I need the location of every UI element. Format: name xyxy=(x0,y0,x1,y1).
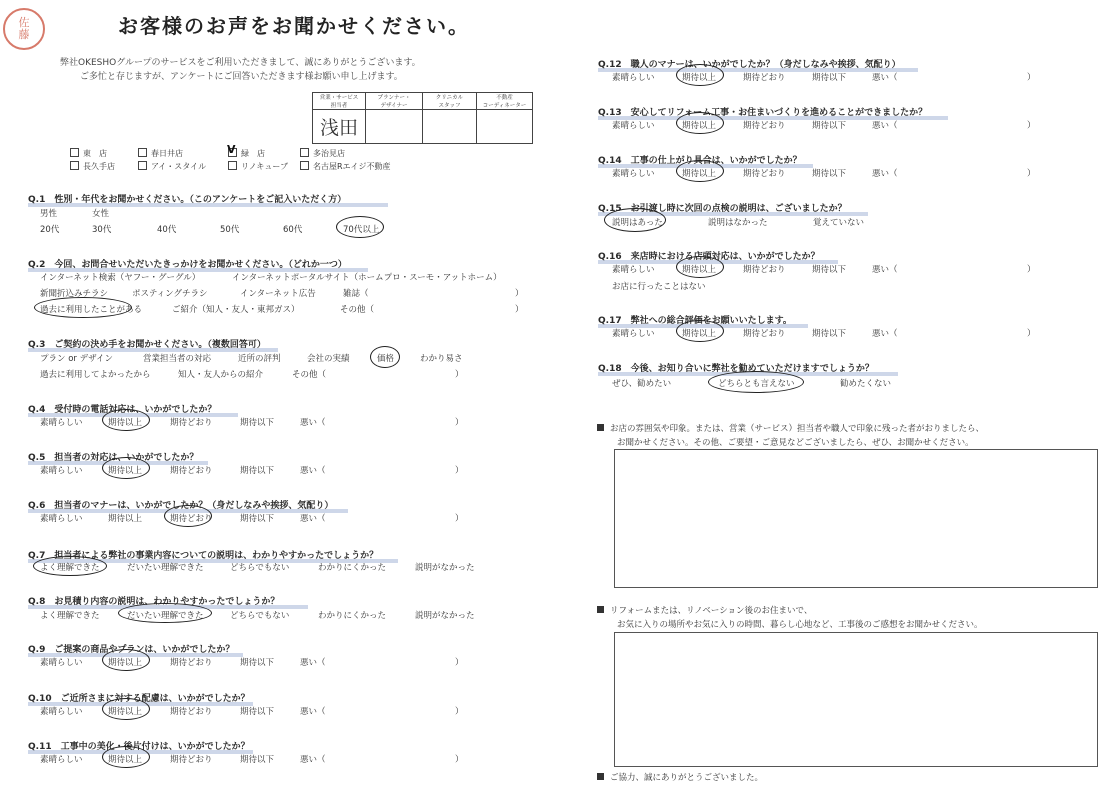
q4-opt-3[interactable]: 期待どおり xyxy=(170,418,213,428)
q2-opt-past-use[interactable]: 過去に利用したことがある xyxy=(40,305,143,315)
q5-opt-1[interactable]: 素晴らしい xyxy=(40,466,83,476)
q10-title: Q.10 ご近所さまに対する配慮は、いかがでしたか？ xyxy=(28,694,250,704)
answer-circle xyxy=(164,505,212,527)
q15-title: Q.15 お引渡し時に次回の点検の説明は、ございましたか？ xyxy=(598,204,847,214)
name-stamp xyxy=(3,8,45,50)
q5-title: Q.5 担当者の対応は、いかがでしたか？ xyxy=(28,453,199,463)
store-label: リノキューブ xyxy=(241,162,288,171)
q14-opt-5[interactable]: 悪い（ xyxy=(872,169,898,179)
q4-opt-1[interactable]: 素晴らしい xyxy=(40,418,83,428)
staff-table xyxy=(312,92,533,144)
store-option[interactable] xyxy=(70,161,115,172)
q3-opt-past-good[interactable]: 過去に利用してよかったから xyxy=(40,370,151,380)
q1 xyxy=(28,187,346,206)
q11-opt-3[interactable]: 期待どおり xyxy=(170,755,213,765)
q6-opt-4[interactable]: 期待以下 xyxy=(240,514,275,524)
q8-title: Q.8 お見積り内容の説明は、わかりやすかったでしょうか？ xyxy=(28,597,280,607)
square-bullet-icon xyxy=(597,773,604,780)
q16-opt-2[interactable]: 期待以上 xyxy=(682,265,717,275)
staff-realestate-name[interactable] xyxy=(477,110,533,144)
q1-title: Q.1 性別・年代をお聞かせください。（このアンケートをご記入いただく方） xyxy=(28,195,347,205)
answer-circle xyxy=(33,556,107,576)
store-option[interactable] xyxy=(138,148,183,159)
q10-opt-3[interactable]: 期待どおり xyxy=(170,707,213,717)
answer-circle xyxy=(676,112,724,134)
q2-opt-portal[interactable]: インターネットポータルサイト（ホームプロ・スーモ・アットホーム） xyxy=(232,273,502,283)
q10-opt-5[interactable]: 悪い（ xyxy=(300,707,326,717)
q5-opt-6: ） xyxy=(455,466,464,476)
q9-opt-3[interactable]: 期待どおり xyxy=(170,658,213,668)
q13-opt-2[interactable]: 期待以上 xyxy=(682,121,717,131)
answer-circle xyxy=(102,746,150,768)
q4-opt-6: ） xyxy=(455,418,464,428)
q4-opt-4[interactable]: 期待以下 xyxy=(240,418,275,428)
q14-opt-4[interactable]: 期待以下 xyxy=(812,169,847,179)
q13 xyxy=(598,100,927,119)
q4-title: Q.4 受付時の電話対応は、いかがでしたか？ xyxy=(28,405,217,415)
q17-opt-2[interactable]: 期待以上 xyxy=(682,329,717,339)
q17-opt-5[interactable]: 悪い（ xyxy=(872,329,898,339)
q12 xyxy=(598,52,901,71)
q3-title: Q.3 ご契約の決め手をお聞かせください。（複数回答可） xyxy=(28,340,266,350)
q14-opt-2[interactable]: 期待以上 xyxy=(682,169,717,179)
q17-opt-6: ） xyxy=(1027,329,1036,339)
answer-circle xyxy=(336,216,384,238)
q3-opt-price[interactable]: 価格 xyxy=(377,354,395,364)
store-label: 多治見店 xyxy=(313,149,345,158)
q13-opt-6: ） xyxy=(1027,121,1036,131)
q9-opt-5[interactable]: 悪い（ xyxy=(300,658,326,668)
q16-title: Q.16 来店時における店頭対応は、いかがでしたか？ xyxy=(598,252,820,262)
q6-opt-3[interactable]: 期待どおり xyxy=(170,514,213,524)
q7-opt-3[interactable]: どちらでもない xyxy=(230,563,290,573)
q10-opt-2[interactable]: 期待以上 xyxy=(108,707,143,717)
q7-opt-4[interactable]: わかりにくかった xyxy=(318,563,387,573)
q8-opt-5[interactable]: 説明がなかった xyxy=(415,611,475,621)
square-bullet-icon xyxy=(597,424,604,431)
q6-title: Q.6 担当者のマナーは、いかがでしたか？（身だしなみや挨拶、気配り） xyxy=(28,501,334,511)
store-check-mark: V xyxy=(227,143,236,156)
staff-header-planner: プランナー・ デザイナー xyxy=(366,93,423,110)
q1-age-60[interactable]: 60代 xyxy=(283,225,303,235)
q2-close-paren: ） xyxy=(515,289,524,299)
answer-circle xyxy=(102,649,150,671)
q11-opt-5[interactable]: 悪い（ xyxy=(300,755,326,765)
thanks-text: ご協力、誠にありがとうございました。 xyxy=(610,773,764,783)
q1-age-70plus[interactable]: 70代以上 xyxy=(343,225,380,235)
answer-circle xyxy=(102,698,150,720)
store-label: 緑 店 xyxy=(241,149,265,158)
intro-line-1: 弊社OKESHOグループのサービスをご利用いただきまして、誠にありがとうございます。 xyxy=(60,58,421,68)
comment1-line-2: お聞かせください。その他、ご要望・ご意見などございましたら、ぜひ、お聞かせください。 xyxy=(617,438,974,448)
q1-age-40[interactable]: 40代 xyxy=(157,225,177,235)
store-label: アイ・スタイル xyxy=(151,162,207,171)
staff-header-sales: 営業・サービス 担当者 xyxy=(313,93,366,110)
store-option[interactable] xyxy=(70,148,107,159)
q12-opt-5[interactable]: 悪い（ xyxy=(872,73,898,83)
q13-title: Q.13 安心してリフォーム工事・お住まいづくりを進めることができましたか？ xyxy=(598,108,928,118)
q11-opt-6: ） xyxy=(455,755,464,765)
store-option[interactable] xyxy=(300,148,345,159)
q10-opt-4[interactable]: 期待以下 xyxy=(240,707,275,717)
store-label: 東 店 xyxy=(83,149,107,158)
q12-opt-6: ） xyxy=(1027,73,1036,83)
q8-opt-1[interactable]: よく理解できた xyxy=(40,611,100,621)
comment2-line-1 xyxy=(597,604,812,616)
q9-opt-6: ） xyxy=(455,658,464,668)
store-label: 長久手店 xyxy=(83,162,115,171)
q2-opt-other[interactable]: その他（ xyxy=(340,305,375,315)
answer-circle xyxy=(370,346,400,368)
q16-opt-6: ） xyxy=(1027,265,1036,275)
q2 xyxy=(28,252,347,271)
checkbox[interactable] xyxy=(138,148,147,157)
answer-circle xyxy=(102,409,150,431)
store-option[interactable] xyxy=(228,161,288,172)
q7-opt-2[interactable]: だいたい理解できた xyxy=(127,563,204,573)
q12-opt-2[interactable]: 期待以上 xyxy=(682,73,717,83)
q6-opt-5[interactable]: 悪い（ xyxy=(300,514,326,524)
q18-title: Q.18 今後、お知り合いに弊社を勧めていただけますでしょうか？ xyxy=(598,364,874,374)
comment2-box[interactable] xyxy=(614,632,1098,767)
checkbox[interactable] xyxy=(70,161,79,170)
answer-circle xyxy=(604,208,666,232)
q13-opt-3[interactable]: 期待どおり xyxy=(743,121,786,131)
q17-title: Q.17 弊社への総合評価をお願いいたします。 xyxy=(598,316,792,326)
q1-gender-male[interactable]: 男性 xyxy=(40,209,58,219)
intro-line-2: ご多忙と存じますが、アンケートにご回答いただきます様お願い申し上げます。 xyxy=(80,72,403,82)
checkbox[interactable] xyxy=(70,148,79,157)
store-option[interactable] xyxy=(138,161,206,172)
staff-planner-name[interactable] xyxy=(366,110,423,144)
q11-title: Q.11 工事中の美化・後片付けは、いかがでしたか？ xyxy=(28,742,250,752)
answer-circle xyxy=(676,64,724,86)
page-title: お客様のお声をお聞かせください。 xyxy=(118,14,470,38)
q14-opt-6: ） xyxy=(1027,169,1036,179)
q3-opt-record[interactable]: 会社の実績 xyxy=(307,354,350,364)
q9-opt-1[interactable]: 素晴らしい xyxy=(40,658,83,668)
q4-opt-2[interactable]: 期待以上 xyxy=(108,418,143,428)
q18-opt-3[interactable]: 勧めたくない xyxy=(840,379,892,389)
q17-opt-3[interactable]: 期待どおり xyxy=(743,329,786,339)
q1-age-50[interactable]: 50代 xyxy=(220,225,240,235)
q15-opt-1[interactable]: 説明はあった xyxy=(612,218,663,228)
checkbox[interactable] xyxy=(228,161,237,170)
answer-circle xyxy=(676,256,724,278)
checkbox[interactable] xyxy=(138,161,147,170)
q12-opt-4[interactable]: 期待以下 xyxy=(812,73,847,83)
q3-opt-clarity[interactable]: わかり易さ xyxy=(420,354,463,364)
staff-sales-name[interactable]: 浅田 xyxy=(313,110,366,144)
q2-opt-newspaper[interactable]: 新聞折込みチラシ xyxy=(40,289,109,299)
q16-opt-never-visited[interactable]: お店に行ったことはない xyxy=(612,282,706,292)
q2-opt-ad[interactable]: インターネット広告 xyxy=(240,289,316,299)
q14-opt-1[interactable]: 素晴らしい xyxy=(612,169,655,179)
answer-circle xyxy=(708,371,804,393)
q1-age-20[interactable]: 20代 xyxy=(40,225,60,235)
q18-opt-1[interactable]: ぜひ、勧めたい xyxy=(612,379,672,389)
answer-circle xyxy=(676,160,724,182)
staff-header-clinical: クリニカル スタッフ xyxy=(423,93,477,110)
q10-opt-1[interactable]: 素晴らしい xyxy=(40,707,83,717)
store-option[interactable] xyxy=(300,161,391,172)
q5-opt-4[interactable]: 期待以下 xyxy=(240,466,275,476)
q16-opt-3[interactable]: 期待どおり xyxy=(743,265,786,275)
q11-opt-2[interactable]: 期待以上 xyxy=(108,755,143,765)
q3-close-paren: ） xyxy=(455,370,464,380)
q6-opt-2[interactable]: 期待以上 xyxy=(108,514,143,524)
q2-opt-referral[interactable]: ご紹介（知人・友人・東邦ガス） xyxy=(172,305,300,315)
q12-opt-1[interactable]: 素晴らしい xyxy=(612,73,655,83)
store-label: 名古屋Rエイジ不動産 xyxy=(313,162,391,171)
answer-circle xyxy=(34,297,132,318)
q5-opt-5[interactable]: 悪い（ xyxy=(300,466,326,476)
staff-clinical-name[interactable] xyxy=(423,110,477,144)
comment1-line-1 xyxy=(597,422,984,434)
q7-opt-1[interactable]: よく理解できた xyxy=(40,563,100,573)
q9-opt-4[interactable]: 期待以下 xyxy=(240,658,275,668)
q2-opt-search[interactable]: インターネット検索（ヤフー・グーグル） xyxy=(40,273,201,283)
q14-title: Q.14 工事の仕上がり具合は、いかがでしたか？ xyxy=(598,156,802,166)
q12-title: Q.12 職人のマナーは、いかがでしたか？（身だしなみや挨拶、気配り） xyxy=(598,60,901,70)
checkbox[interactable] xyxy=(300,148,309,157)
q1-gender-female[interactable]: 女性 xyxy=(92,209,110,219)
comment2-text: リフォームまたは、リノベーション後のお住まいで、 xyxy=(610,606,813,616)
q3-opt-reputation[interactable]: 近所の評判 xyxy=(238,354,281,364)
q6-opt-6: ） xyxy=(455,514,464,524)
comment1-text: お店の雰囲気や印象。または、営業（サービス）担当者や職人で印象に残った者がおりましたら、 xyxy=(610,424,985,434)
q16-opt-4[interactable]: 期待以下 xyxy=(812,265,847,275)
q3-opt-plan[interactable]: プラン or デザイン xyxy=(40,354,114,364)
q9-opt-2[interactable]: 期待以上 xyxy=(108,658,143,668)
q5-opt-3[interactable]: 期待どおり xyxy=(170,466,213,476)
square-bullet-icon xyxy=(597,606,604,613)
comment1-box[interactable] xyxy=(614,449,1098,588)
q2-title: Q.2 今回、お問合せいただいたきっかけをお聞かせください。（どれか一つ） xyxy=(28,260,347,270)
q13-opt-1[interactable]: 素晴らしい xyxy=(612,121,655,131)
q8-opt-3[interactable]: どちらでもない xyxy=(230,611,290,621)
q7-opt-5[interactable]: 説明がなかった xyxy=(415,563,475,573)
q18-opt-2[interactable]: どちらとも言えない xyxy=(718,379,795,389)
q10-opt-6: ） xyxy=(455,707,464,717)
comment2-line-2: お気に入りの場所やお気に入りの時間、暮らし心地など、工事後のご感想をお聞かせください。 xyxy=(617,620,983,630)
thanks-line xyxy=(597,771,763,783)
store-label: 春日井店 xyxy=(151,149,183,158)
q13-opt-5[interactable]: 悪い（ xyxy=(872,121,898,131)
q7-title: Q.7 担当者による弊社の事業内容についての説明は、わかりやすかったでしょうか？ xyxy=(28,551,379,561)
q12-opt-3[interactable]: 期待どおり xyxy=(743,73,786,83)
q11-opt-1[interactable]: 素晴らしい xyxy=(40,755,83,765)
q17-opt-1[interactable]: 素晴らしい xyxy=(612,329,655,339)
q6-opt-1[interactable]: 素晴らしい xyxy=(40,514,83,524)
answer-circle xyxy=(102,457,150,479)
q3-opt-staff[interactable]: 営業担当者の対応 xyxy=(143,354,212,364)
stamp-text: 佐藤 xyxy=(18,16,30,41)
q4-opt-5[interactable]: 悪い（ xyxy=(300,418,326,428)
checkbox[interactable] xyxy=(300,161,309,170)
q15-opt-2[interactable]: 説明はなかった xyxy=(708,218,768,228)
q3-opt-other[interactable]: その他（ xyxy=(292,370,327,380)
q1-age-30[interactable]: 30代 xyxy=(92,225,112,235)
answer-circle xyxy=(676,320,724,342)
q3 xyxy=(28,332,266,351)
q16-opt-5[interactable]: 悪い（ xyxy=(872,265,898,275)
q17-opt-4[interactable]: 期待以下 xyxy=(812,329,847,339)
q11-opt-4[interactable]: 期待以下 xyxy=(240,755,275,765)
staff-header-realestate: 不動産 コーディネーター xyxy=(477,93,533,110)
q14-opt-3[interactable]: 期待どおり xyxy=(743,169,786,179)
q13-opt-4[interactable]: 期待以下 xyxy=(812,121,847,131)
q16-opt-1[interactable]: 素晴らしい xyxy=(612,265,655,275)
q3-opt-friend[interactable]: 知人・友人からの紹介 xyxy=(178,370,264,380)
q9-title: Q.9 ご提案の商品やプランは、いかがでしたか？ xyxy=(28,645,235,655)
q2-opt-posting[interactable]: ポスティングチラシ xyxy=(132,289,208,299)
q8-opt-4[interactable]: わかりにくかった xyxy=(318,611,387,621)
q15-opt-3[interactable]: 覚えていない xyxy=(813,218,865,228)
q2-opt-magazine[interactable]: 雑誌（ xyxy=(343,289,369,299)
q5-opt-2[interactable]: 期待以上 xyxy=(108,466,143,476)
answer-circle xyxy=(118,603,212,623)
q2-close-paren: ） xyxy=(515,305,524,315)
q8-opt-2[interactable]: だいたい理解できた xyxy=(127,611,204,621)
